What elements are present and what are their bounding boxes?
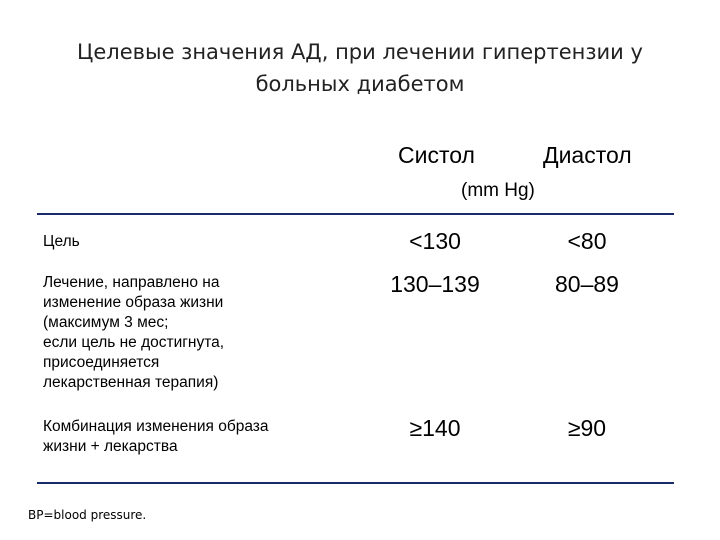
row-label-line: изменение образа жизни	[43, 294, 224, 311]
table-top-rule	[37, 213, 674, 215]
table-row-label-combination	[43, 417, 269, 457]
footnote: BP=blood pressure.	[28, 508, 147, 522]
lifestyle-systolic-value: 130–139	[390, 271, 480, 297]
row-label-line: жизни + лекарства	[43, 438, 178, 455]
row-label-line: лекарственная терапия)	[43, 374, 219, 391]
row-label-line: если цель не достигнута,	[43, 334, 225, 351]
table-row-label-goal	[43, 232, 80, 252]
units-label: (mm Hg)	[461, 180, 535, 201]
row-label-line: Цель	[43, 233, 80, 250]
systolic-column-header: Систол	[398, 142, 475, 168]
table-bottom-rule	[37, 482, 674, 484]
diastolic-column-header: Диастол	[543, 142, 632, 168]
slide-title-line-1: Целевые значения АД, при лечении гипертензии у	[77, 40, 643, 64]
row-label-line: присоединяется	[43, 354, 160, 371]
row-label-line: Комбинация изменения образа	[43, 418, 269, 435]
lifestyle-diastolic-value: 80–89	[555, 271, 619, 297]
row-label-line: (максимум 3 мес;	[43, 314, 169, 331]
goal-diastolic-value: <80	[567, 228, 607, 254]
combination-diastolic-value: ≥90	[567, 415, 607, 441]
row-label-line: Лечение, направлено на	[43, 274, 220, 291]
slide-title	[40, 36, 680, 100]
table-row-label-lifestyle	[43, 273, 224, 393]
slide-title-line-2: больных диабетом	[255, 72, 465, 96]
goal-systolic-value: <130	[409, 228, 461, 254]
combination-systolic-value: ≥140	[409, 415, 461, 441]
